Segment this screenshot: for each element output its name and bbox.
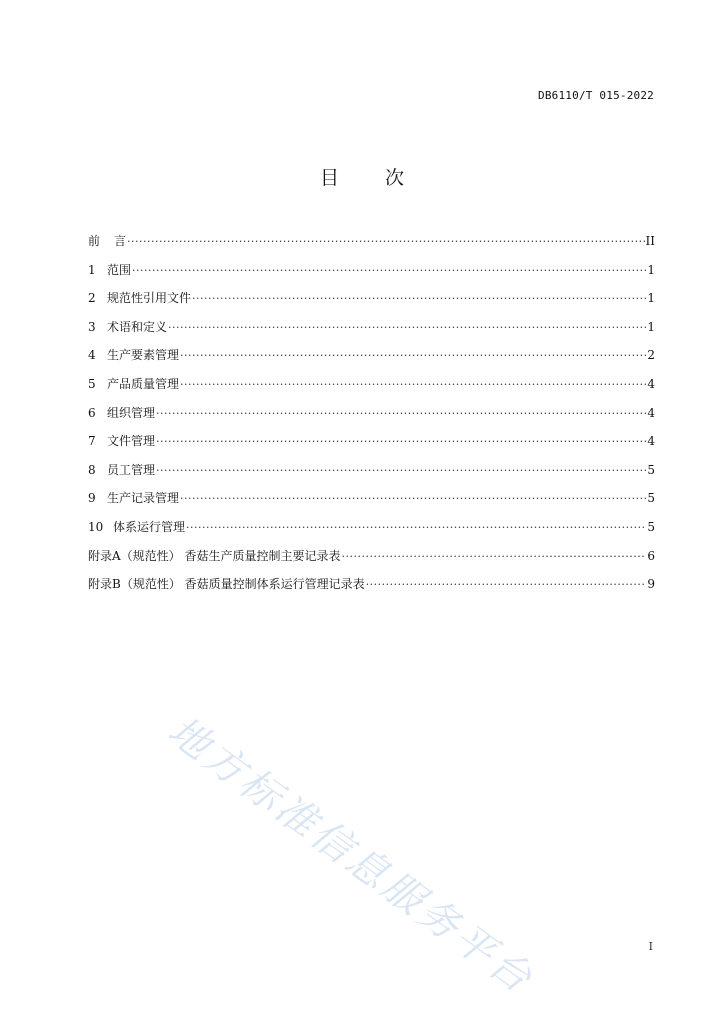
toc-entry-product-quality[interactable] [88, 375, 655, 394]
toc-dot-leader [127, 232, 645, 251]
toc-entry-production-factors[interactable] [88, 346, 655, 365]
toc-entry-normative-references[interactable] [88, 289, 655, 308]
toc-entry-number: 8 [88, 462, 96, 477]
toc-dot-leader [180, 375, 646, 394]
toc-entry-label: 附录A（规范性） 香菇生产质量控制主要记录表 [88, 548, 341, 563]
toc-dot-leader [156, 461, 646, 480]
toc-entry-page: 1 [647, 291, 655, 306]
toc-entry-label: 体系运行管理 [113, 519, 186, 534]
page-number: I [648, 940, 653, 953]
toc-entry-label: 言 [114, 234, 127, 248]
toc-entry-label: 生产要素管理 [107, 348, 180, 363]
toc-entry-number: 9 [88, 491, 96, 506]
toc-dot-leader [186, 518, 646, 537]
toc-entry-page: 2 [647, 348, 655, 363]
toc-entry-number: 前 [88, 234, 101, 248]
toc-entry-appendix-a[interactable] [88, 547, 655, 566]
toc-dot-leader [156, 404, 646, 423]
toc-entry-page: 9 [647, 577, 655, 592]
toc-entry-number: 6 [88, 405, 96, 420]
toc-dot-leader [132, 261, 646, 280]
toc-entry-number: 5 [88, 376, 96, 391]
watermark-text: 地方标准信息服务平台 [159, 707, 543, 1004]
toc-entry-page: 6 [647, 548, 655, 563]
toc-dot-leader [168, 318, 646, 337]
toc-entry-label: 员工管理 [107, 462, 156, 477]
toc-entry-page: 5 [647, 462, 655, 477]
toc-dot-leader [366, 575, 647, 594]
toc-entry-label: 范围 [107, 262, 132, 277]
toc-entry-page: 4 [647, 405, 655, 420]
toc-entry-number: 7 [88, 434, 96, 449]
toc-entry-page: 5 [647, 491, 655, 506]
toc-entry-page: 5 [647, 519, 655, 534]
toc-entry-staff[interactable] [88, 461, 655, 480]
toc-entry-label: 附录B（规范性） 香菇质量控制体系运行管理记录表 [88, 577, 365, 592]
toc-entry-label: 组织管理 [107, 405, 156, 420]
toc-entry-page: II [645, 234, 655, 248]
toc-entry-number: 4 [88, 348, 96, 363]
toc-dot-leader [156, 432, 646, 451]
toc-entry-page: 4 [647, 434, 655, 449]
table-of-contents [88, 232, 655, 604]
toc-dot-leader [341, 547, 646, 566]
toc-entry-number: 3 [88, 319, 96, 334]
toc-entry-label: 生产记录管理 [107, 491, 180, 506]
toc-entry-page: 4 [647, 376, 655, 391]
toc-entry-organization[interactable] [88, 404, 655, 423]
toc-entry-label: 产品质量管理 [107, 376, 180, 391]
toc-entry-number: 2 [88, 291, 96, 306]
toc-entry-scope[interactable] [88, 261, 655, 280]
toc-entry-label: 规范性引用文件 [107, 291, 192, 306]
toc-entry-number: 10 [88, 519, 104, 534]
toc-entry-label: 术语和定义 [107, 319, 168, 334]
document-code: DB6110/T 015-2022 [538, 89, 654, 102]
toc-entry-label: 文件管理 [107, 434, 156, 449]
toc-title: 目 次 [319, 167, 425, 189]
toc-entry-page: 1 [647, 262, 655, 277]
toc-entry-system-operation[interactable] [88, 518, 655, 537]
toc-dot-leader [180, 489, 646, 508]
toc-entry-page: 1 [647, 319, 655, 334]
toc-dot-leader [192, 289, 646, 308]
toc-entry-foreword[interactable] [88, 232, 655, 251]
toc-dot-leader [180, 346, 646, 365]
toc-entry-production-records[interactable] [88, 489, 655, 508]
toc-entry-number: 1 [88, 262, 96, 277]
toc-entry-documents[interactable] [88, 432, 655, 451]
toc-entry-terms-definitions[interactable] [88, 318, 655, 337]
toc-entry-appendix-b[interactable] [88, 575, 655, 594]
